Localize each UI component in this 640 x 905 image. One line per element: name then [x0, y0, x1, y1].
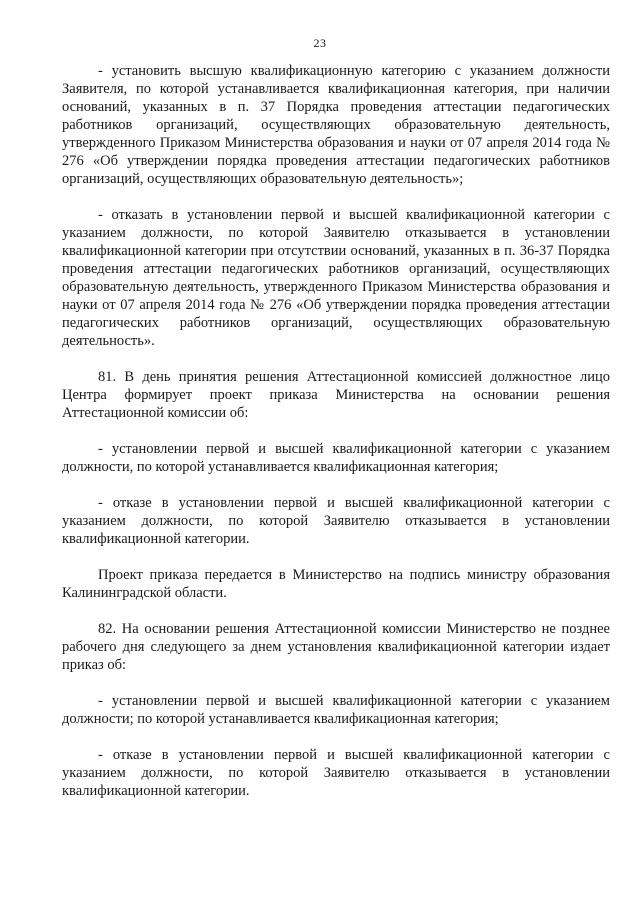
- paragraph-refuse-category: - отказать в установлении первой и высшей квалификационной категории с указанием должности, по которой Заявителю отказывается в установлении квалификационной категории при отсутствии оснований, указанных в п. 36-37 Порядка проведения аттестации педагогических работников организаций, осуществляющих образовательную деятельность, утвержденного Приказом Министерства образования и науки от 07 апреля 2014 года № 276 «Об утверждении порядка проведения аттестации педагогических работников организаций, осуществляющих образовательную деятельность».: [62, 207, 610, 349]
- paragraph-81-establish: - установлении первой и высшей квалификационной категории с указанием должности, по которой устанавливается квалификационная категория;: [62, 441, 610, 475]
- page-number: 23: [313, 36, 327, 50]
- paragraph-81: 81. В день принятия решения Аттестационной комиссией должностное лицо Центра формирует проект приказа Министерства на основании решения Аттестационной комиссии об:: [62, 369, 610, 421]
- paragraph-highest-category: - установить высшую квалификационную категорию с указанием должности Заявителя, по которой устанавливается квалификационная категория, при наличии оснований, указанных в п. 37 Порядка проведения аттестации педагогических работников организаций, осуществляющих образовательную деятельность, утвержденного Приказом Министерства образования и науки от 07 апреля 2014 года № 276 «Об утверждении порядка проведения аттестации педагогических работников организаций, осуществляющих образовательную деятельность»;: [62, 63, 610, 187]
- paragraph-82-establish: - установлении первой и высшей квалификационной категории с указанием должности; по которой устанавливается квалификационная категория;: [62, 693, 610, 727]
- document-body: [62, 62, 610, 800]
- paragraph-82: 82. На основании решения Аттестационной комиссии Министерство не позднее рабочего дня следующего за днем установления квалификационной категории издает приказ об:: [62, 621, 610, 673]
- paragraph-draft-order: Проект приказа передается в Министерство на подпись министру образования Калининградской области.: [62, 567, 610, 601]
- paragraph-81-refuse: - отказе в установлении первой и высшей квалификационной категории с указанием должности, по которой Заявителю отказывается в установлении квалификационной категории.: [62, 495, 610, 547]
- paragraph-82-refuse: - отказе в установлении первой и высшей квалификационной категории с указанием должности, по которой Заявителю отказывается в установлении квалификационной категории.: [62, 747, 610, 799]
